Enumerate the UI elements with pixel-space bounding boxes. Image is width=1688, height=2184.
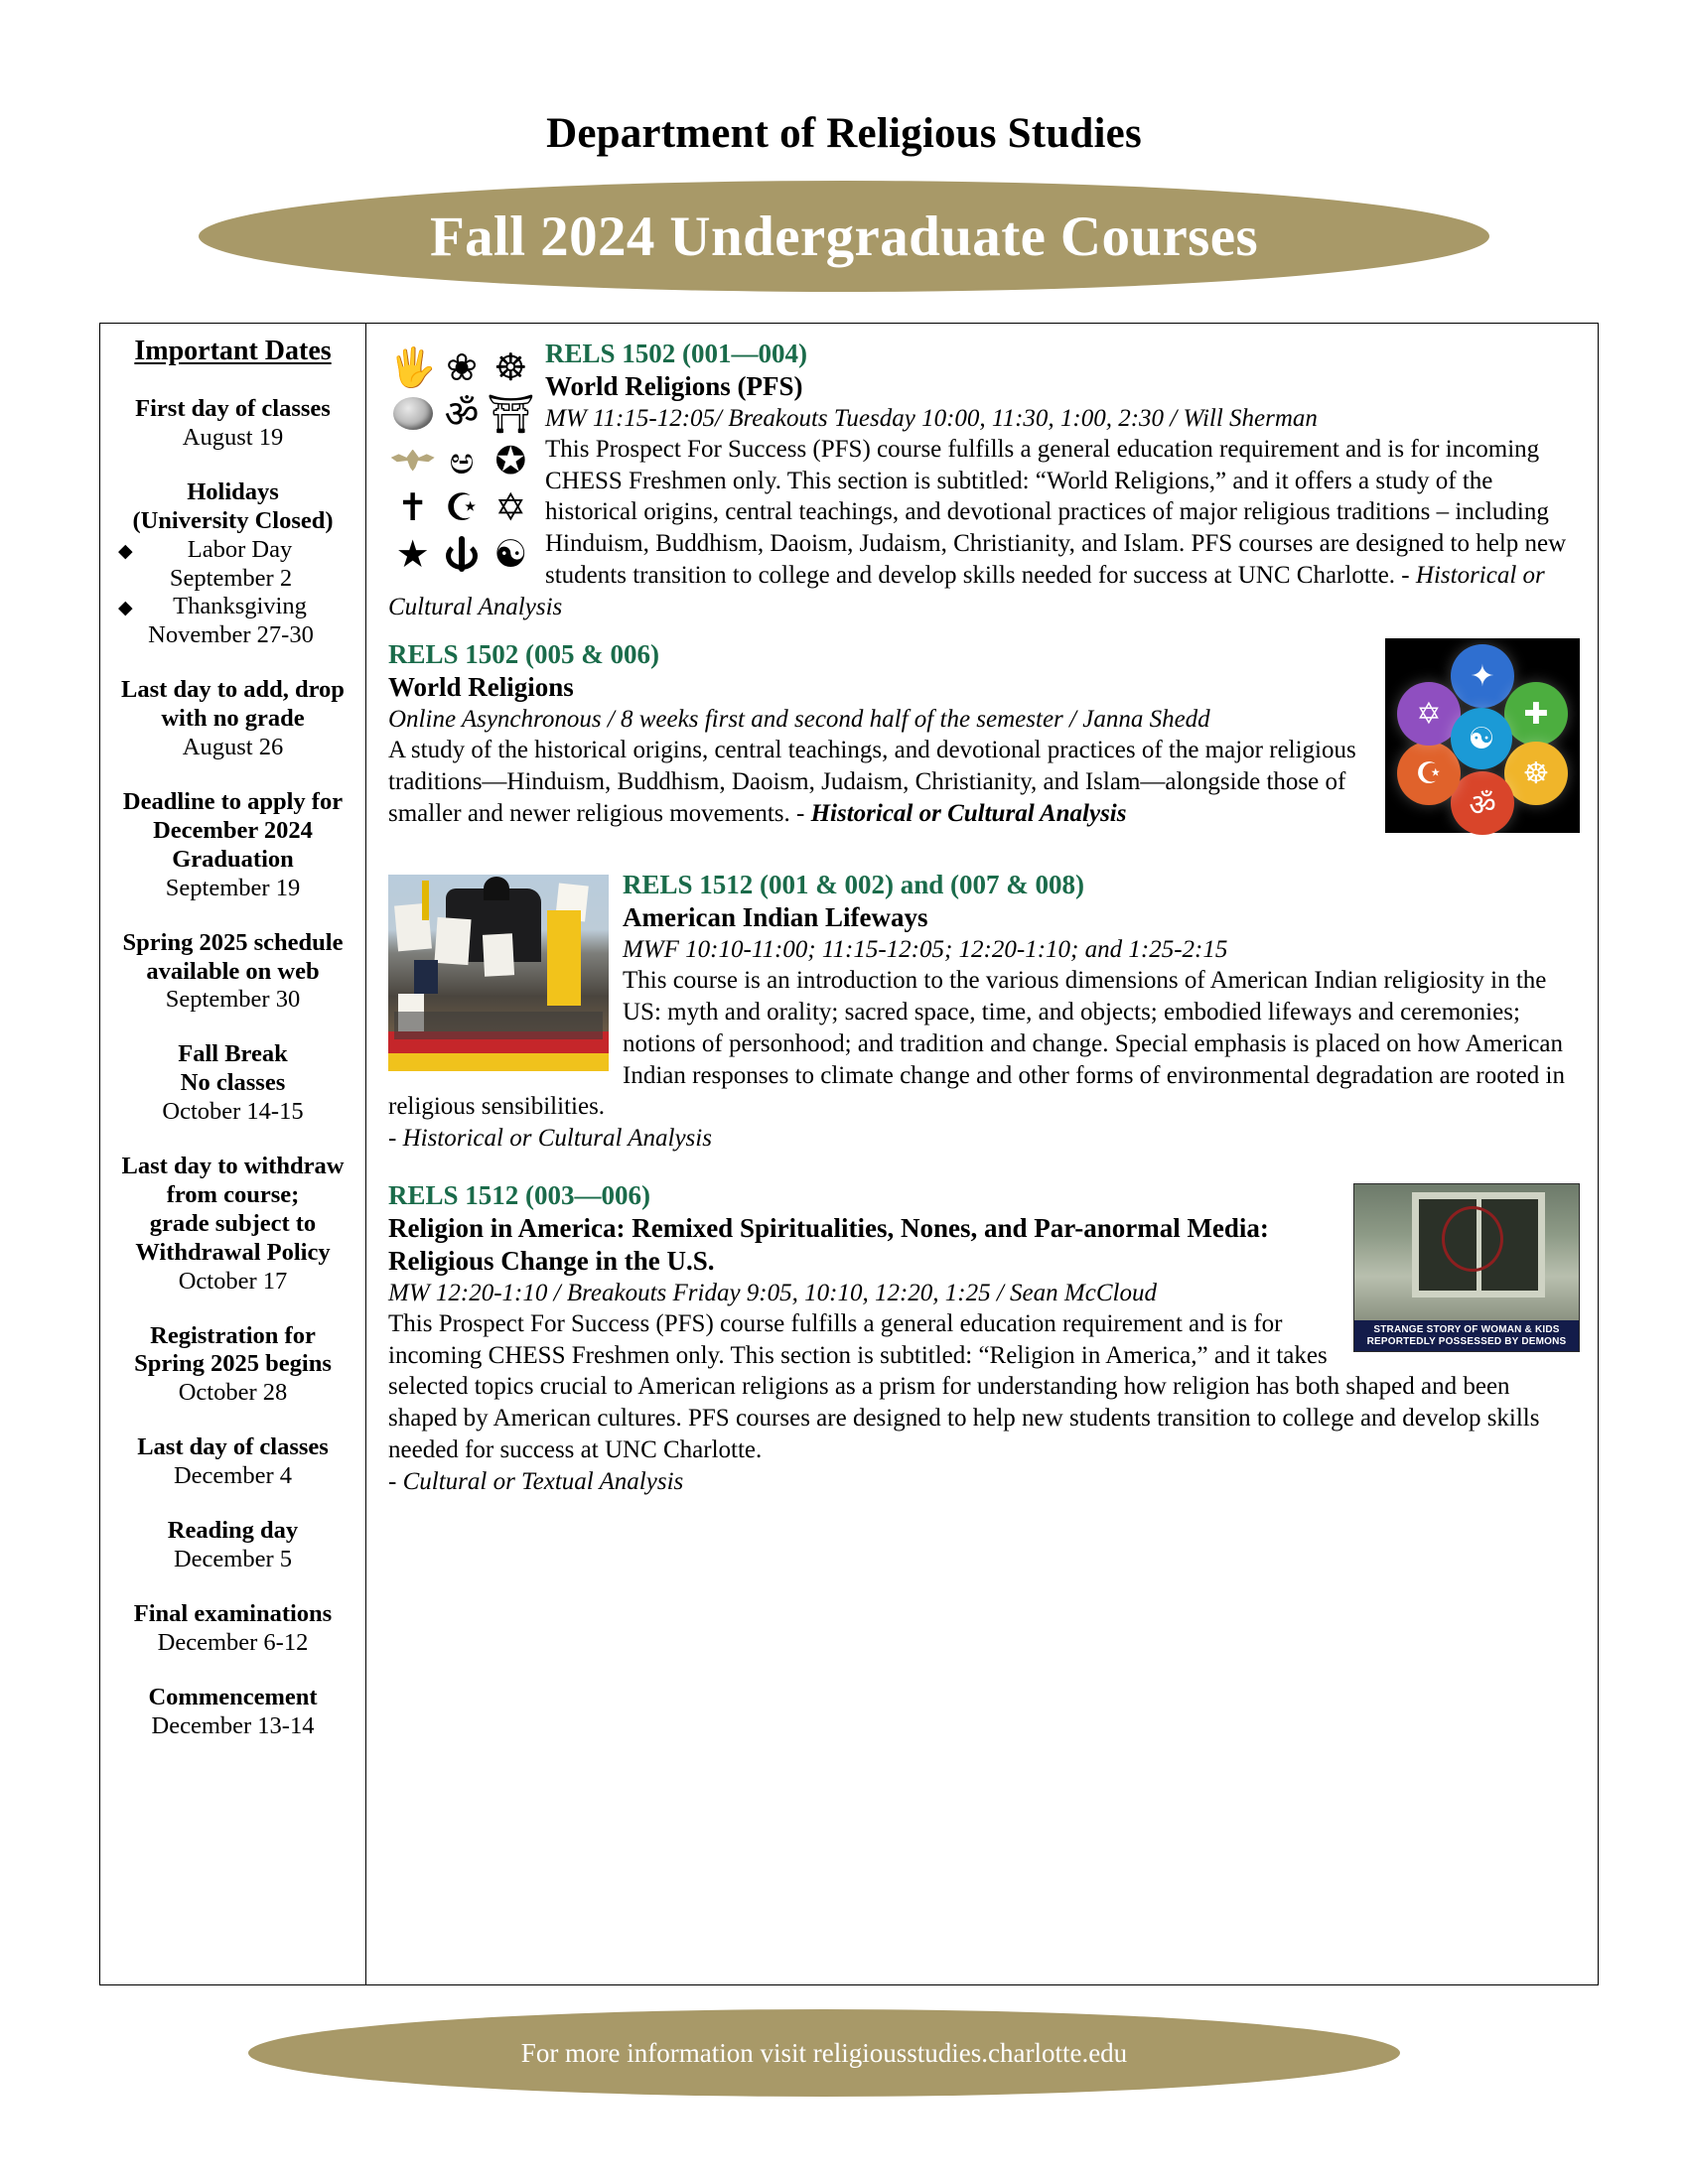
date-label-3: Graduation [172, 845, 294, 873]
torii-gate-icon: ⛩ [487, 391, 535, 436]
important-dates-sidebar [100, 324, 366, 1984]
red-highlight-circle [1442, 1206, 1503, 1272]
standing-rock-protest-photo [388, 875, 609, 1071]
wheel-segment-cross-icon: ✚ [1504, 682, 1568, 746]
page-title: Department of Religious Studies [546, 110, 1142, 157]
footer-banner [248, 2009, 1400, 2097]
date-value: December 5 [173, 1546, 293, 1572]
date-value: December 6-12 [157, 1628, 309, 1656]
course-entry-rels1512-003 [388, 1179, 1580, 1497]
banner-title: Fall 2024 Undergraduate Courses [429, 205, 1259, 268]
date-value: September 30 [165, 986, 301, 1014]
course-description-text: A study of the historical origins, central teachings, and devotional practices of the major religious traditions—Hinduism, Buddhism, Daoism, Judaism, Christianity, and Islam—alongside those of smaller and newer religious movements. - [388, 737, 1356, 827]
diamond-bullet-icon: ◆ [118, 598, 133, 619]
holiday-date: November 27-30 [148, 621, 314, 649]
course-meta: MWF 10:10-11:00; 11:15-12:05; 12:20-1:10; and 1:25-2:15 [623, 936, 1228, 964]
date-value: August 19 [182, 423, 284, 451]
date-label: Reading day [167, 1517, 299, 1545]
course-code: RELS 1502 (005 & 006) [388, 639, 660, 670]
date-label: Last day of classes [137, 1433, 329, 1461]
date-label: Deadline to apply for [122, 787, 344, 815]
date-label-2: (University Closed) [132, 506, 334, 534]
dharma-wheel-icon: ☸ [493, 344, 528, 389]
world-religions-color-wheel-image [1385, 638, 1580, 833]
course-name: American Indian Lifeways [623, 902, 928, 933]
course-listing [366, 324, 1598, 1984]
course-description: This Prospect For Success (PFS) course fulfills a general education requirement and is for incoming CHESS Freshmen only. This section is subtitled: “Religion in America,” and it takes selected topics crucial to American religions as a prism for understanding how religion has both shaped and been shaped by American cultures. PFS courses are designed to help new students transition to college and develop skills needed for success at UNC Charlotte. [388, 1309, 1540, 1463]
date-label: Commencement [148, 1683, 318, 1710]
date-label: Spring 2025 schedule [122, 928, 344, 956]
course-entry-rels1502-005 [388, 638, 1580, 839]
course-name: Religion in America: Remixed Spiritualities, Nones, and Par-anormal Media: Religious Change in the U.S. [388, 1212, 1269, 1276]
date-item-add-drop [112, 676, 353, 762]
tv-news-still-possessed-house [1353, 1183, 1580, 1352]
latin-cross-icon: ✝ [396, 484, 429, 529]
holiday-name: Labor Day [187, 535, 293, 563]
religious-symbols-collage [388, 343, 535, 577]
wheel-segment-dharma-icon: ☸ [1504, 742, 1568, 805]
course-attribute: Historical or Cultural Analysis [388, 561, 1545, 620]
list-item [112, 536, 353, 565]
date-value: October 14-15 [162, 1098, 304, 1126]
star-of-david-icon: ✡ [494, 484, 527, 529]
tv-caption-line-2: REPORTEDLY POSSESSED BY DEMONS [1366, 1335, 1567, 1347]
date-label-2: available on web [146, 957, 320, 985]
date-item-holidays [112, 478, 353, 650]
star-and-crescent-icon: ☪ [444, 484, 480, 529]
date-label: First day of classes [135, 395, 331, 422]
date-item-commencement [112, 1684, 353, 1741]
tv-caption-line-1: STRANGE STORY OF WOMAN & KIDS [1373, 1324, 1560, 1335]
holiday-name: Thanksgiving [173, 593, 307, 620]
content-frame [99, 323, 1599, 1985]
date-label-4: Withdrawal Policy [135, 1238, 331, 1266]
course-code: RELS 1512 (001 & 002) and (007 & 008) [623, 870, 1085, 900]
wheel-segment-center-icon: ☯ [1451, 708, 1512, 769]
date-label: Final examinations [133, 1599, 333, 1627]
lotus-flame-icon: ❀ [446, 344, 478, 389]
date-label-2: Spring 2025 begins [134, 1350, 332, 1378]
wheel-segment-star-icon: ✦ [1451, 644, 1514, 708]
course-description-text: This Prospect For Success (PFS) course fulfills a general education requirement and is for incoming CHESS Freshmen only. This section is subtitled: “World Religions,” and it offers a study of the historical origins, central teachings, and devotional practices of major religious traditions – including Hinduism, Buddhism, Daoism, Judaism, Christianity, and Islam. PFS courses are designed to help new students transition to college and develop skills needed for success at UNC Charlotte. - [545, 435, 1567, 589]
date-label-2: with no grade [161, 705, 305, 733]
date-value: August 26 [182, 734, 284, 761]
course-entry-rels1512-001 [388, 869, 1580, 1154]
date-item-first-day [112, 395, 353, 453]
date-item-graduation-deadline [112, 788, 353, 903]
date-value: December 13-14 [151, 1711, 315, 1739]
date-item-withdraw [112, 1153, 353, 1297]
course-meta: Online Asynchronous / 8 weeks first and second half of the semester / Janna Shedd [388, 706, 1210, 734]
title-banner [199, 181, 1489, 292]
date-item-registration [112, 1322, 353, 1409]
diamond-bullet-icon: ◆ [118, 540, 133, 562]
footer-text: For more information visit religiousstudies.charlotte.edu [520, 2037, 1128, 2068]
date-value: October 28 [178, 1379, 288, 1407]
sidebar-title: Important Dates [134, 336, 332, 366]
course-name: World Religions (PFS) [545, 370, 803, 401]
date-label: Registration for [150, 1321, 316, 1349]
holiday-date: September 2 [169, 564, 293, 592]
date-label: Last day to withdraw [121, 1153, 345, 1180]
course-code: RELS 1502 (001—004) [545, 339, 808, 368]
pentagram-icon: ★ [395, 531, 430, 576]
course-description [388, 434, 1580, 623]
crescent-moon-disc-icon [393, 397, 433, 430]
date-item-fall-break [112, 1040, 353, 1127]
course-meta: MW 12:20-1:10 / Breakouts Friday 9:05, 10:10, 12:20, 1:25 / Sean McCloud [388, 1279, 1157, 1306]
date-label-2: No classes [180, 1069, 286, 1097]
course-attribute: - Cultural or Textual Analysis [388, 1467, 684, 1495]
date-item-spring-schedule [112, 929, 353, 1016]
course-attribute: Historical or Cultural Analysis [810, 799, 1127, 827]
jain-hand-icon: 🖐 [389, 344, 437, 389]
date-value: December 4 [173, 1462, 293, 1490]
date-value: October 17 [178, 1267, 288, 1295]
date-item-reading-day [112, 1517, 353, 1574]
yin-yang-icon: ☯ [493, 531, 528, 576]
list-item [112, 593, 353, 621]
date-label: Last day to add, drop [121, 676, 345, 704]
course-meta: MW 11:15-12:05/ Breakouts Tuesday 10:00, 11:30, 1:00, 2:30 / Will Sherman [545, 404, 1318, 432]
wheel-segment-star-of-david-icon: ✡ [1397, 682, 1461, 746]
wheel-segment-om-icon: ॐ [1451, 771, 1514, 835]
date-label: Holidays [187, 478, 279, 505]
tv-caption [1354, 1320, 1579, 1351]
date-label: Fall Break [178, 1040, 288, 1068]
date-item-last-day-classes [112, 1433, 353, 1491]
om-icon: ॐ [444, 391, 480, 436]
om-secondary-icon: ಅ [449, 438, 475, 482]
course-code: RELS 1512 (003—006) [388, 1180, 651, 1210]
khanda-icon [442, 534, 482, 574]
course-entry-rels1502-001 [388, 338, 1580, 622]
date-label-2: from course; [166, 1180, 300, 1208]
date-label-3: grade subject to [149, 1209, 317, 1237]
date-value: September 19 [165, 874, 301, 901]
course-name: World Religions [388, 672, 574, 703]
wheel-segment-crescent-icon: ☪ [1397, 742, 1461, 805]
faravahar-icon [391, 450, 435, 472]
course-description: This course is an introduction to the various dimensions of American Indian religiosity in the US: myth and orality; sacred space, time, and objects; embodied lifeways and ceremonies; notions of personhood; and tradition and change. Special emphasis is placed on how American Indian responses to climate change and other forms of environmental degradation are rooted in religious sensibilities. [388, 967, 1565, 1121]
date-label-2: December 2024 [153, 816, 313, 844]
course-attribute: - Historical or Cultural Analysis [388, 1125, 712, 1152]
bahai-star-icon: ✪ [494, 438, 527, 482]
date-item-final-exams [112, 1600, 353, 1658]
